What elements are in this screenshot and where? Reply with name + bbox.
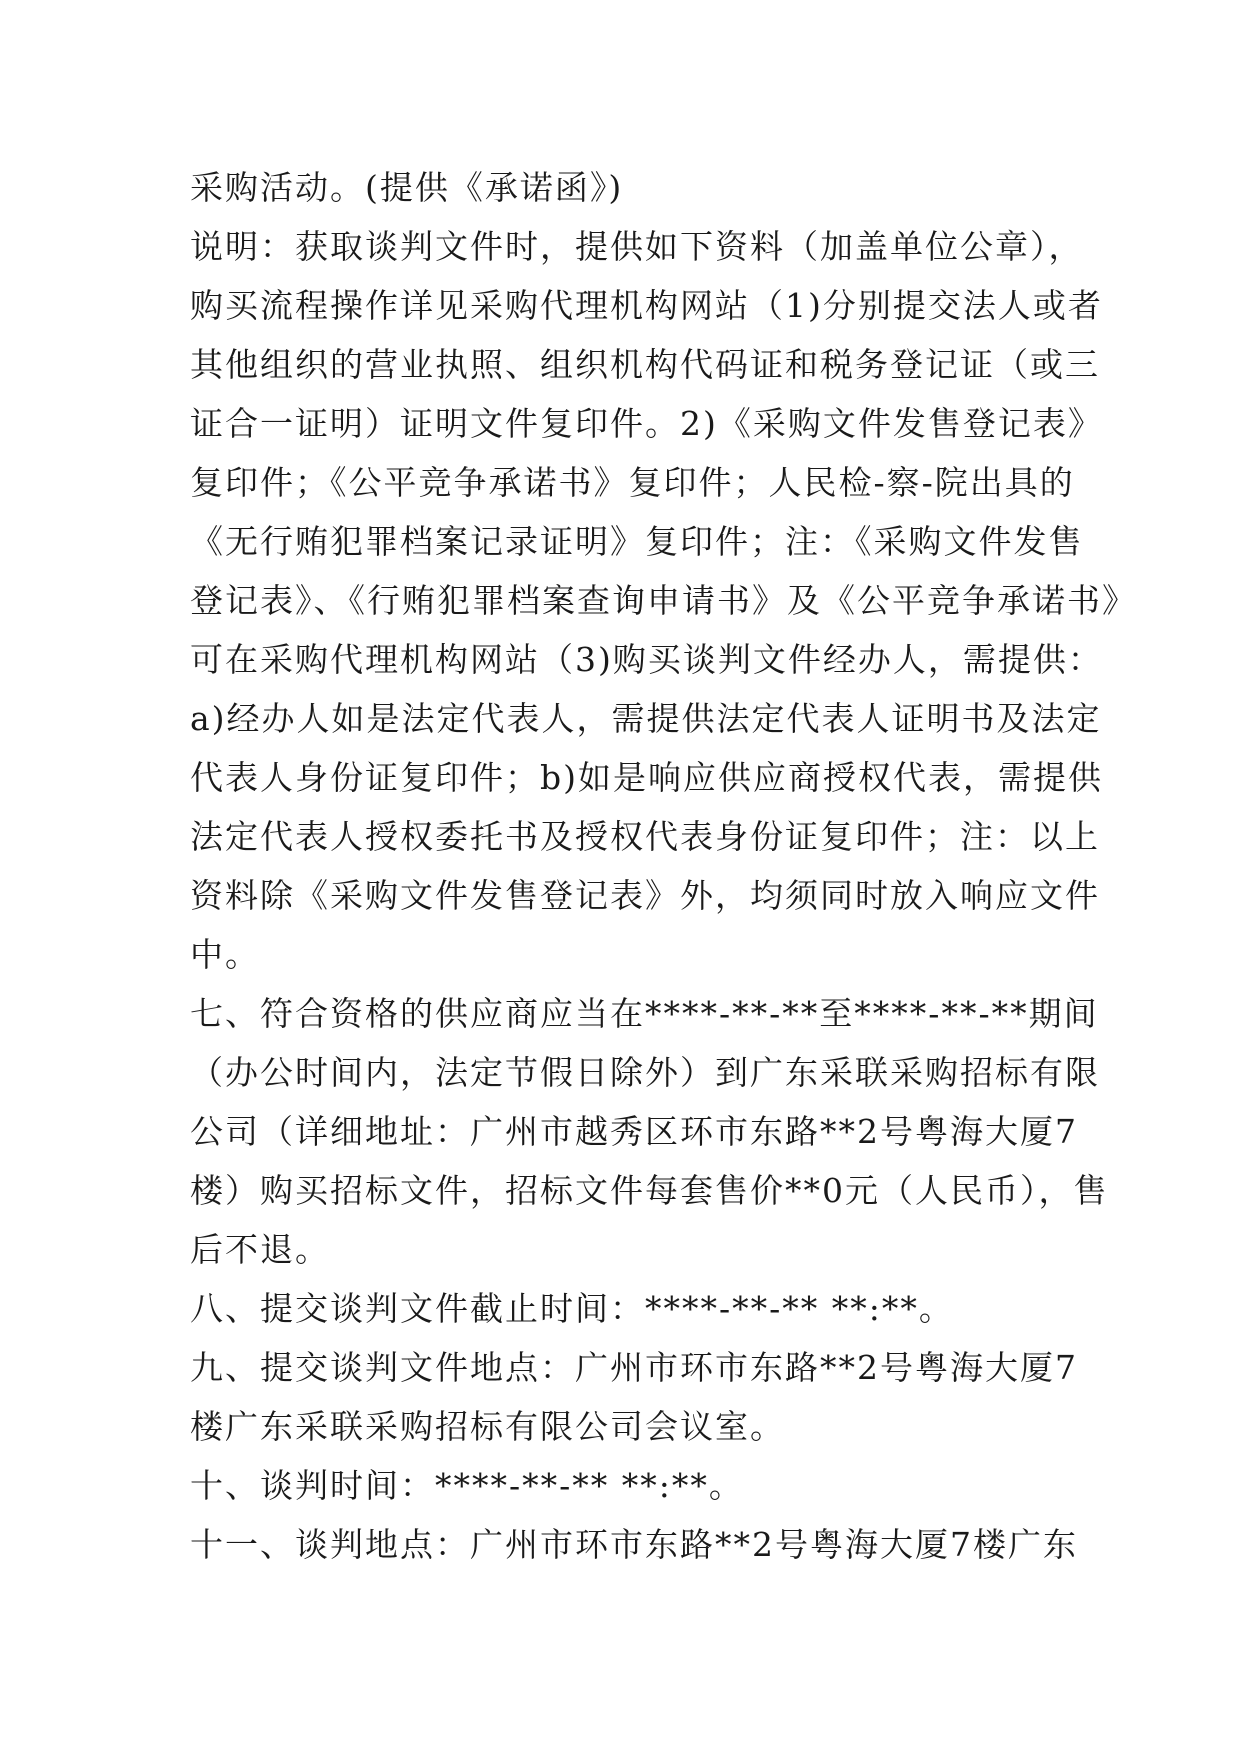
text-line-23: 十、谈判时间：****-**-** **:**。 bbox=[190, 1466, 744, 1505]
text-line-8: 登记表》、《行贿犯罪档案查询申请书》及《公平竞争承诺书》 bbox=[190, 581, 1137, 620]
text-line-21: 九、提交谈判文件地点：广州市环市东路**2号粤海大厦7 bbox=[190, 1348, 1078, 1387]
text-line-19: 后不退。 bbox=[190, 1230, 330, 1269]
text-line-9: 可在采购代理机构网站（3)购买谈判文件经办人，需提供： bbox=[190, 640, 1103, 679]
text-line-17: 公司（详细地址：广州市越秀区环市东路**2号粤海大厦7 bbox=[190, 1112, 1078, 1151]
text-line-16: （办公时间内，法定节假日除外）到广东采联采购招标有限 bbox=[190, 1053, 1100, 1092]
text-line-24: 十一、谈判地点：广州市环市东路**2号粤海大厦7楼广东 bbox=[190, 1525, 1078, 1564]
text-line-5: 证合一证明）证明文件复印件。2)《采购文件发售登记表》 bbox=[190, 404, 1103, 443]
text-line-18: 楼）购买招标文件，招标文件每套售价**0元（人民币），售 bbox=[190, 1171, 1109, 1210]
text-line-4: 其他组织的营业执照、组织机构代码证和税务登记证（或三 bbox=[190, 345, 1100, 384]
text-line-20: 八、提交谈判文件截止时间：****-**-** **:**。 bbox=[190, 1289, 954, 1328]
text-line-13: 资料除《采购文件发售登记表》外，均须同时放入响应文件 bbox=[190, 876, 1100, 915]
text-line-1: 采购活动。(提供《承诺函》) bbox=[190, 168, 624, 207]
text-line-15: 七、符合资格的供应商应当在****-**-**至****-**-**期间 bbox=[190, 994, 1099, 1033]
text-line-7: 《无行贿犯罪档案记录证明》复印件；注：《采购文件发售 bbox=[190, 522, 1084, 561]
text-line-6: 复印件；《公平竞争承诺书》复印件；人民检-察-院出具的 bbox=[190, 463, 1075, 502]
text-line-14: 中。 bbox=[190, 935, 260, 974]
text-line-2: 说明：获取谈判文件时，提供如下资料（加盖单位公章）， bbox=[190, 227, 1084, 266]
text-line-22: 楼广东采联采购招标有限公司会议室。 bbox=[190, 1407, 785, 1446]
text-line-10: a)经办人如是法定代表人，需提供法定代表人证明书及法定 bbox=[190, 699, 1102, 738]
text-line-3: 购买流程操作详见采购代理机构网站（1)分别提交法人或者 bbox=[190, 286, 1103, 325]
document-body bbox=[190, 158, 1137, 1574]
text-line-11: 代表人身份证复印件；b)如是响应供应商授权代表，需提供 bbox=[190, 758, 1103, 797]
text-line-12: 法定代表人授权委托书及授权代表身份证复印件；注：以上 bbox=[190, 817, 1100, 856]
